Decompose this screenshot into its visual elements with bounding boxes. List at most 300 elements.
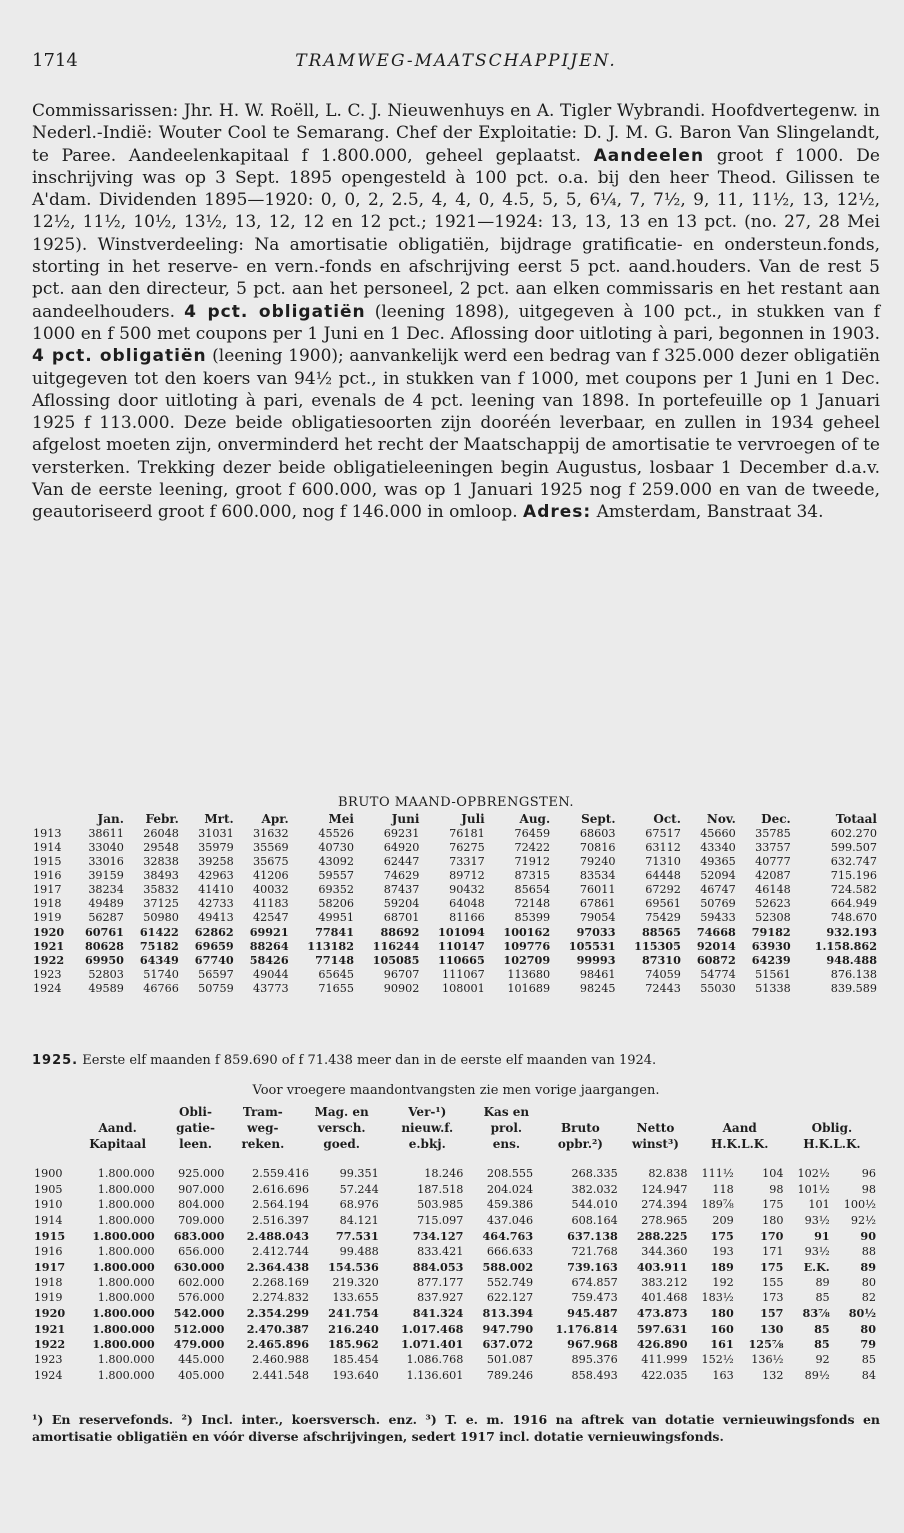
revenue-cell: 38493 [143,868,179,882]
revenue-cell: 75429 [645,911,681,925]
value-cell: 512.000 [173,1321,225,1336]
value-cell: 473.873 [636,1306,688,1321]
revenue-cell: 35979 [198,840,234,854]
obligations-heading-1900: 4 pct. obligatiën [32,346,207,367]
revenue-cell: 41410 [198,883,234,897]
financial-col-header [617,1104,693,1120]
financial-table [32,1166,878,1383]
table-row [32,1228,878,1244]
year-cell: 1905 [34,1182,63,1196]
financial-col-header: Tram- [242,1105,283,1119]
revenue-cell: 39258 [198,854,234,868]
revenue-cell: 101094 [438,924,485,939]
value-cell: 445.000 [178,1353,225,1367]
value-cell: 459.386 [486,1198,534,1212]
revenue-cell: 29548 [143,840,179,854]
table-row [32,939,878,953]
value-cell: 945.487 [567,1306,618,1321]
value-cell: 709.000 [178,1213,225,1227]
value-cell: 125⅞ [748,1337,784,1352]
revenue-cell: 632.747 [830,854,877,868]
paragraph-part-4: (leening 1900); aanvankelijk werd een bedrag van f 325.000 dezer obligatiën uitgegeven tot den koers van 94½ pct., in stukken van f 1000, met coupons per 1 Juni en 1 Dec. Aflossing door uitloting à pari, evenals de 4 pct. leening van 1898. In portefeuille op 1 Januari 1925 f 113.000. Deze beide obligatiesoorten zijn dooréén leverbaar, en zullen in 1934 geheel afgelost moeten zijn, onverminderd het recht der Maatschappij de amortisatie te vervroegen of te versterken. Trekking dezer beide obligatieleeningen begin Augustus, losbaar 1 December d.a.v. Van de eerste leening, groot f 600.000, was op 1 Januari 1925 nog f 259.000 en van de tweede, geautoriseerd groot f 600.000, nog f 146.000 in omloop. [32,346,880,523]
value-cell: 1.086.768 [406,1353,464,1367]
monthly-revenue-col-header: Juli [461,812,485,827]
value-cell: 204.024 [486,1182,534,1196]
value-cell: 1.800.000 [92,1337,155,1352]
financial-col-header: Ver-¹) [408,1105,447,1119]
revenue-cell: 33040 [88,840,124,854]
revenue-cell: 96707 [383,967,420,981]
value-cell: 193 [712,1244,734,1258]
revenue-cell: 38234 [88,883,124,897]
revenue-cell: 602.270 [830,826,877,840]
value-cell: 1.800.000 [97,1198,155,1212]
value-cell: 715.097 [417,1213,464,1227]
value-cell: 1.800.000 [92,1321,155,1336]
page-number: 1714 [32,50,78,71]
revenue-cell: 49413 [198,911,234,925]
monthly-revenue-col-header: Febr. [145,812,179,827]
value-cell: 1.176.814 [555,1321,618,1336]
revenue-cell: 67861 [579,897,616,911]
revenue-cell: 59557 [318,868,354,882]
revenue-cell: 67517 [645,826,681,840]
table-row [32,1197,878,1213]
value-cell: 189⅞ [701,1198,734,1212]
revenue-cell: 49044 [253,967,289,981]
value-cell: 160 [710,1321,734,1336]
financial-col-header: prol. [490,1121,523,1135]
revenue-cell: 101689 [507,981,551,995]
revenue-cell: 80628 [84,938,124,953]
value-cell: 1.800.000 [92,1306,155,1321]
value-cell: 99.351 [339,1167,379,1181]
table-row [32,1352,878,1368]
revenue-cell: 108001 [442,981,485,995]
value-cell: 405.000 [178,1368,225,1382]
financial-col-header: opbr.²) [557,1137,603,1151]
revenue-cell: 89712 [449,868,485,882]
value-cell: 2.488.043 [246,1228,310,1243]
revenue-cell: 32838 [143,854,179,868]
value-cell: 841.324 [412,1306,464,1321]
value-cell: 2.564.194 [252,1198,310,1212]
value-cell: 278.965 [641,1213,688,1227]
value-cell: 1.800.000 [97,1353,155,1367]
value-cell: 89 [860,1259,876,1274]
value-cell: 1.800.000 [92,1228,155,1243]
revenue-cell: 49365 [700,854,736,868]
financial-col-header: Netto [636,1121,675,1135]
revenue-cell: 113680 [507,967,551,981]
paragraph-part-3: (leening 1898), uitgegeven à 100 pct., in stukken van f 1000 en f 500 met coupons per 1 Juni en 1 Dec. Aflossing door uitloting à pari, begonnen in 1903. [32,301,880,344]
value-cell: 173 [762,1291,784,1305]
value-cell: 219.320 [332,1275,379,1289]
revenue-cell: 69352 [318,883,354,897]
financial-table-header [32,1104,878,1152]
table-row [32,1244,878,1260]
value-cell: 274.394 [641,1198,688,1212]
year-cell: 1916 [34,1244,63,1258]
value-cell: 84.121 [339,1213,379,1227]
year-cell: 1924 [34,1368,63,1382]
revenue-cell: 41206 [253,868,289,882]
revenue-cell: 76459 [514,826,551,840]
revenue-cell: 932.193 [826,924,877,939]
value-cell: 501.087 [486,1353,534,1367]
paragraph-part-2: groot f 1000. De inschrijving was op 3 Sept. 1895 opengesteld à 100 pct. o.a. bij den heer Theod. Gilissen te A'dam. Dividenden 1895—1920: 0, 0, 2, 2.5, 4, 4, 0, 4.5, 5, 5, 6¼, 7, 7½, 9, 11, 11½, 13, 12½, 12½, 11½, 10½, 13½, 13, 12, 12 en 12 pct.; 1921—1924: 13, 13, 13 en 13 pct. (no. 27, 28 Mei 1925). Winstverdeeling: Na amortisatie obligatiën, bijdrage gratificatie- en ondersteun.fonds, storting in het reserve- en vern.-fonds en afschrijving eerst 5 pct. aand.houders. Van de rest 5 pct. aan den directeur, 5 pct. aan het personeel, 2 pct. aan elken commissaris en het restant aan aandeelhouders. [32,145,880,322]
value-cell: 2.616.696 [252,1182,310,1196]
value-cell: 89½ [804,1368,830,1382]
revenue-cell: 71655 [318,981,354,995]
value-cell: 656.000 [178,1244,225,1258]
value-cell: 1.800.000 [97,1275,155,1289]
value-cell: 102½ [797,1167,830,1181]
value-cell: 2.364.438 [246,1259,310,1274]
value-cell: 542.000 [173,1306,225,1321]
financial-col-header: Oblig. [811,1121,853,1135]
revenue-cell: 64448 [645,868,681,882]
revenue-cell: 76011 [579,883,616,897]
value-cell: 1.800.000 [97,1167,155,1181]
company-description [32,100,880,524]
revenue-cell: 87310 [641,952,681,967]
financial-col-header: Bruto [561,1121,600,1135]
value-cell: 858.493 [571,1368,618,1382]
value-cell: 608.164 [571,1213,618,1227]
revenue-cell: 42087 [755,868,791,882]
value-cell: 163 [712,1368,734,1382]
revenue-cell: 35675 [253,854,289,868]
value-cell: 99.488 [339,1244,379,1258]
financial-col-header [72,1104,163,1120]
revenue-cell: 115305 [634,938,681,953]
table-row [32,1337,878,1353]
table-row [32,981,878,995]
revenue-cell: 35569 [253,840,289,854]
value-cell: 895.376 [571,1353,618,1367]
table-row [32,868,878,882]
monthly-revenue-col-header: Mrt. [204,812,234,827]
revenue-cell: 41183 [253,897,289,911]
financial-col-header: nieuw.f. [401,1121,454,1135]
revenue-cell: 42733 [198,897,234,911]
revenue-cell: 64239 [751,952,791,967]
revenue-cell: 69231 [383,826,420,840]
value-cell: 837.927 [417,1291,464,1305]
year-cell: 1919 [34,1291,63,1305]
year-cell: 1924 [33,981,62,995]
revenue-cell: 948.488 [826,952,877,967]
table-row [32,1368,878,1384]
monthly-revenue-col-header: Oct. [653,812,681,827]
value-cell: 185.454 [332,1353,379,1367]
value-cell: 464.763 [482,1228,534,1243]
revenue-cell: 26048 [143,826,179,840]
financial-col-header [32,1104,72,1120]
year-cell: 1921 [34,1321,66,1336]
revenue-cell: 74629 [383,868,420,882]
value-cell: 192 [712,1275,734,1289]
table-row [32,1213,878,1229]
value-cell: 98 [769,1182,784,1196]
revenue-cell: 70816 [579,840,616,854]
revenue-cell: 100162 [503,924,551,939]
value-cell: 187.518 [417,1182,464,1196]
note-1925 [32,1053,880,1068]
value-cell: 602.000 [178,1275,225,1289]
value-cell: 216.240 [328,1321,379,1336]
revenue-cell: 105531 [568,938,616,953]
revenue-cell: 64920 [383,840,420,854]
table-row [32,840,878,854]
revenue-cell: 63930 [751,938,791,953]
obligations-heading-1898: 4 pct. obligatiën [184,301,366,322]
revenue-cell: 62862 [194,924,234,939]
revenue-cell: 69921 [249,924,289,939]
monthly-revenue-col-header: Dec. [761,812,791,827]
monthly-revenue-col-header: Nov. [706,812,736,827]
value-cell: 101 [808,1198,830,1212]
value-cell: 403.911 [636,1259,688,1274]
monthly-revenue-col-header: Jan. [97,812,124,827]
address-value: Amsterdam, Banstraat 34. [591,502,824,523]
year-cell: 1915 [34,1228,66,1243]
revenue-cell: 748.670 [830,911,877,925]
revenue-cell: 64349 [139,952,179,967]
value-cell: 925.000 [178,1167,225,1181]
table-row [32,1275,878,1291]
revenue-cell: 50759 [198,981,234,995]
revenue-cell: 54774 [700,967,736,981]
year-cell: 1920 [34,1306,66,1321]
value-cell: 884.053 [412,1259,464,1274]
value-cell: 98 [861,1182,876,1196]
value-cell: 89 [815,1275,830,1289]
note-1925-text: Eerste elf maanden f 859.690 of f 71.438 meer dan in de eerste elf maanden van 1924. [78,1053,657,1068]
year-cell: 1916 [33,868,62,882]
value-cell: 80 [860,1321,876,1336]
value-cell: 1.800.000 [97,1291,155,1305]
value-cell: 136½ [751,1353,784,1367]
revenue-cell: 88565 [641,924,681,939]
revenue-cell: 99993 [576,952,616,967]
revenue-cell: 56287 [88,911,124,925]
value-cell: 877.177 [417,1275,464,1289]
value-cell: 92 [815,1353,830,1367]
value-cell: 1.800.000 [92,1259,155,1274]
value-cell: 111½ [701,1167,734,1181]
revenue-cell: 52803 [88,967,124,981]
year-cell: 1923 [33,967,62,981]
table-row [32,1166,878,1182]
value-cell: 96 [861,1167,876,1181]
year-cell: 1923 [34,1353,63,1367]
financial-col-header: Aand [722,1121,757,1135]
value-cell: 759.473 [571,1291,618,1305]
value-cell: 185.962 [328,1337,379,1352]
revenue-cell: 38611 [88,826,124,840]
revenue-cell: 81166 [449,911,485,925]
financial-header-row [32,1104,878,1120]
paragraph-part-1: Commissarissen: Jhr. H. W. Roëll, L. C. J. Nieuwenhuys en A. Tigler Wybrandi. Hoofdvertegenw. in Nederl.-Indië: Wouter Cool te Semarang. Chef der Exploitatie: D. J. M. G. Baron Van Slingelandt, te Paree. Aandeelenkapitaal f 1.800.000, geheel geplaatst. [32,101,880,166]
aandeelen-heading: Aandeelen [593,145,705,166]
value-cell: 241.754 [328,1306,379,1321]
revenue-cell: 77841 [315,924,354,939]
value-cell: 411.999 [641,1353,688,1367]
value-cell: 947.790 [482,1321,534,1336]
value-cell: 171 [762,1244,784,1258]
revenue-cell: 110147 [438,938,485,953]
revenue-cell: 85399 [514,911,551,925]
value-cell: 2.441.548 [252,1368,310,1382]
revenue-cell: 42963 [198,868,234,882]
value-cell: 503.985 [417,1198,464,1212]
revenue-cell: 724.582 [830,883,877,897]
footnotes: ¹) En reservefonds. ²) Incl. inter., koersversch. enz. ³) T. e. m. 1916 na aftrek van dotatie vernieuwingsfonds en amortisatie obligatiën en vóór diverse afschrijvingen, sedert 1917 incl. dotatie vernieuwingsfonds. [32,1412,880,1444]
revenue-cell: 79054 [579,911,616,925]
value-cell: 597.631 [636,1321,688,1336]
year-cell: 1918 [34,1275,63,1289]
value-cell: 175 [760,1259,784,1274]
value-cell: 588.002 [482,1259,534,1274]
value-cell: 2.460.988 [252,1353,310,1367]
revenue-cell: 76275 [449,840,485,854]
revenue-cell: 56597 [198,967,234,981]
financial-col-header: Aand. [98,1121,137,1135]
value-cell: 92½ [850,1213,876,1227]
value-cell: 130 [760,1321,784,1336]
value-cell: 2.412.744 [252,1244,310,1258]
value-cell: 85 [815,1291,830,1305]
financial-col-header: H.K.L.K. [711,1137,769,1151]
revenue-cell: 63112 [645,840,681,854]
revenue-cell: 116244 [372,938,420,953]
revenue-cell: 59204 [383,897,420,911]
table-row [32,1182,878,1198]
value-cell: 344.360 [641,1244,688,1258]
revenue-cell: 49589 [88,981,124,995]
year-cell: 1914 [33,840,62,854]
value-cell: 576.000 [178,1291,225,1305]
revenue-cell: 46148 [755,883,791,897]
value-cell: E.K. [803,1259,830,1274]
table-row [32,1290,878,1306]
year-cell: 1900 [34,1167,63,1181]
value-cell: 2.470.387 [246,1321,310,1336]
financial-col-header [786,1104,878,1120]
value-cell: 637.072 [482,1337,534,1352]
revenue-cell: 68701 [383,911,420,925]
value-cell: 183½ [701,1291,734,1305]
revenue-cell: 65645 [318,967,354,981]
year-cell: 1917 [34,1259,66,1274]
financial-col-header: winst³) [632,1137,679,1151]
table-row [32,882,878,896]
revenue-cell: 839.589 [830,981,877,995]
value-cell: 104 [762,1167,784,1181]
financial-col-header: ens. [492,1137,521,1151]
financial-col-header [694,1104,786,1120]
running-title: TRAMWEG-MAATSCHAPPIJEN. [295,51,617,71]
revenue-cell: 67740 [194,952,234,967]
monthly-revenue-title: BRUTO MAAND-OPBRENGSTEN. [337,795,574,810]
table-row [32,911,878,925]
value-cell: 155 [762,1275,784,1289]
value-cell: 77.531 [335,1228,379,1243]
value-cell: 683.000 [173,1228,225,1243]
value-cell: 268.335 [571,1167,618,1181]
revenue-cell: 49489 [88,897,124,911]
revenue-cell: 102709 [503,952,551,967]
value-cell: 1.800.000 [97,1182,155,1196]
year-cell: 1922 [33,952,65,967]
value-cell: 209 [712,1213,734,1227]
financial-col-header [544,1104,618,1120]
monthly-revenue-header-row [32,812,878,826]
revenue-cell: 33016 [88,854,124,868]
value-cell: 82 [861,1291,876,1305]
value-cell: 208.555 [486,1167,534,1181]
value-cell: 161 [710,1337,734,1352]
value-cell: 552.749 [486,1275,534,1289]
value-cell: 180 [710,1306,734,1321]
value-cell: 637.138 [567,1228,618,1243]
value-cell: 630.000 [173,1259,225,1274]
revenue-cell: 113182 [307,938,354,953]
revenue-cell: 67292 [645,883,681,897]
value-cell: 789.246 [486,1368,534,1382]
value-cell: 1.017.468 [401,1321,464,1336]
value-cell: 132 [762,1368,784,1382]
monthly-revenue-col-header: Sept. [581,812,616,827]
revenue-cell: 50769 [700,897,736,911]
revenue-cell: 51740 [143,967,179,981]
revenue-cell: 40032 [253,883,289,897]
value-cell: 85 [814,1337,830,1352]
value-cell: 84 [861,1368,876,1382]
value-cell: 88 [861,1244,876,1258]
revenue-cell: 62447 [383,854,420,868]
revenue-cell: 90432 [449,883,485,897]
revenue-cell: 79182 [751,924,791,939]
revenue-cell: 59433 [700,911,736,925]
value-cell: 82.838 [648,1167,688,1181]
value-cell: 175 [710,1228,734,1243]
revenue-cell: 73317 [449,854,485,868]
value-cell: 833.421 [417,1244,464,1258]
revenue-cell: 61422 [139,924,179,939]
value-cell: 1.800.000 [97,1244,155,1258]
revenue-cell: 876.138 [830,967,877,981]
revenue-cell: 60872 [696,952,736,967]
revenue-cell: 55030 [700,981,736,995]
value-cell: 2.268.169 [252,1275,310,1289]
earlier-years-note: Voor vroegere maandontvangsten zie men vorige jaargangen. [252,1083,660,1098]
table-row [32,897,878,911]
value-cell: 422.035 [641,1368,688,1382]
revenue-cell: 33757 [755,840,791,854]
financial-col-header: versch. [317,1121,366,1135]
revenue-cell: 87437 [383,883,420,897]
revenue-cell: 46766 [143,981,179,995]
year-cell: 1920 [33,924,65,939]
value-cell: 721.768 [571,1244,618,1258]
financial-col-header: Obli- [179,1105,212,1119]
revenue-cell: 75182 [139,938,179,953]
financial-col-header: weg- [247,1121,279,1135]
value-cell: 124.947 [641,1182,688,1196]
